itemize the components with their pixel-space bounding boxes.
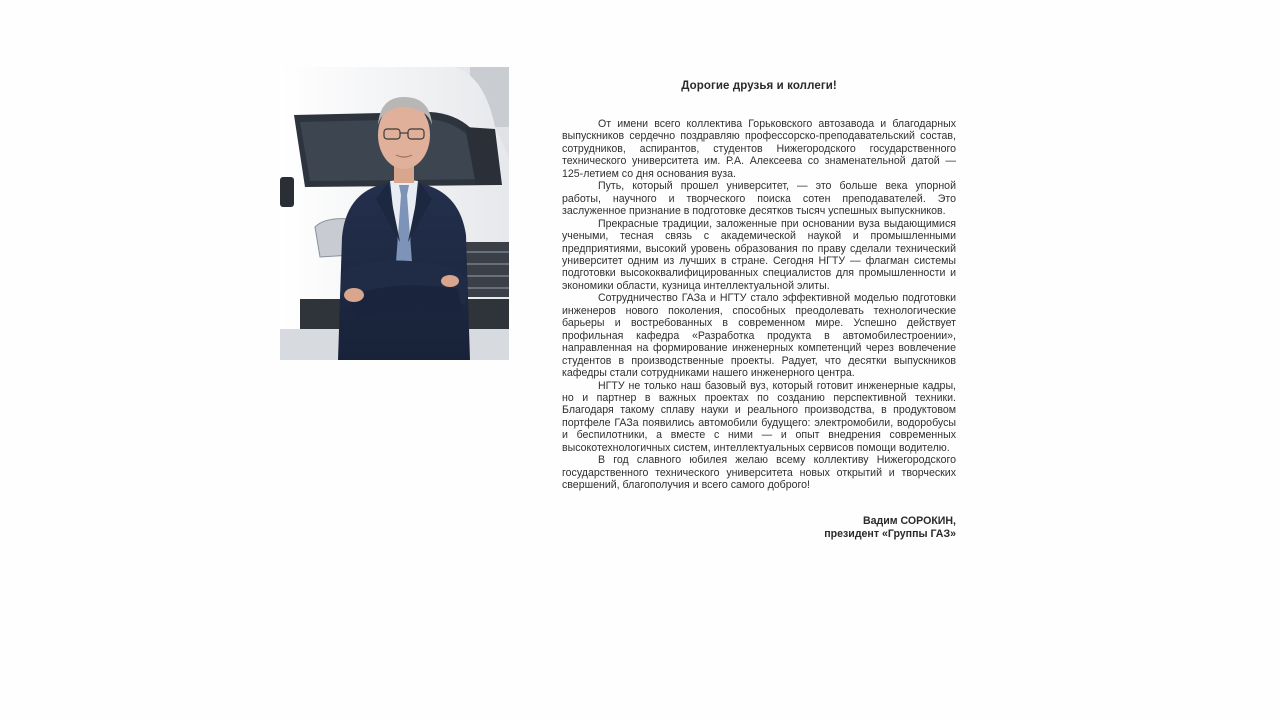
- letter-paragraph: Прекрасные традиции, заложенные при основании вуза выдающимися учеными, тесная связь с академической наукой и промышленными предприятиями, высокий уровень образования по праву сделали технический университет одним из лучших в стране. Сегодня НГТУ — флагман системы подготовки высококвалифицированных специалистов для промышленности и экономики области, кузница интеллектуальной элиты.: [562, 217, 956, 292]
- portrait-illustration: [280, 67, 509, 360]
- signature: [562, 515, 956, 541]
- letter-body: [562, 118, 956, 492]
- letter-paragraph: Сотрудничество ГАЗа и НГТУ стало эффективной моделью подготовки инженеров нового поколения, способных преодолевать технологические барьеры и востребованных в современном мире. Успешно действует профильная кафедра «Разработка продукта в автомобилестроении», направленная на формирование инженерных компетенций через вовлечение студентов в производственные проекты. Радует, что десятки выпускников кафедры стали сотрудниками нашего инженерного центра.: [562, 292, 956, 380]
- letter-greeting: Дорогие друзья и коллеги!: [681, 80, 837, 92]
- letter: [562, 80, 956, 541]
- signature-name: Вадим СОРОКИН,: [862, 514, 956, 527]
- signature-title: президент «Группы ГАЗ»: [824, 527, 956, 540]
- letter-paragraph: Путь, который прошел университет, — это больше века упорной работы, научного и творческого поиска сотен преподавателей. Это заслуженное признание в подготовке десятков тысяч успешных выпускников.: [562, 180, 956, 218]
- letter-paragraph: В год славного юбилея желаю всему коллективу Нижегородского государственного технического университета новых открытий и творческих свершений, благополучия и всего самого доброго!: [562, 454, 956, 492]
- letter-paragraph: НГТУ не только наш базовый вуз, который готовит инженерные кадры, но и партнер в важных проектах по созданию перспективной техники. Благодаря такому сплаву науки и реального производства, в продуктовом портфеле ГАЗа появились автомобили будущего: электромобили, водоробусы и беспилотники, а вместе с ними — и опыт внедрения современных высокотехнологичных систем, интеллектуальных сервисов помощи водителю.: [562, 379, 956, 454]
- letter-paragraph: От имени всего коллектива Горьковского автозавода и благодарных выпускников сердечно поздравляю профессорско-преподавательский состав, сотрудников, аспирантов, студентов Нижегородского государственного технического университета им. Р.А. Алексеева со знаменательной датой — 125-летием со дня основания вуза.: [562, 118, 956, 180]
- portrait-photo: [280, 67, 509, 360]
